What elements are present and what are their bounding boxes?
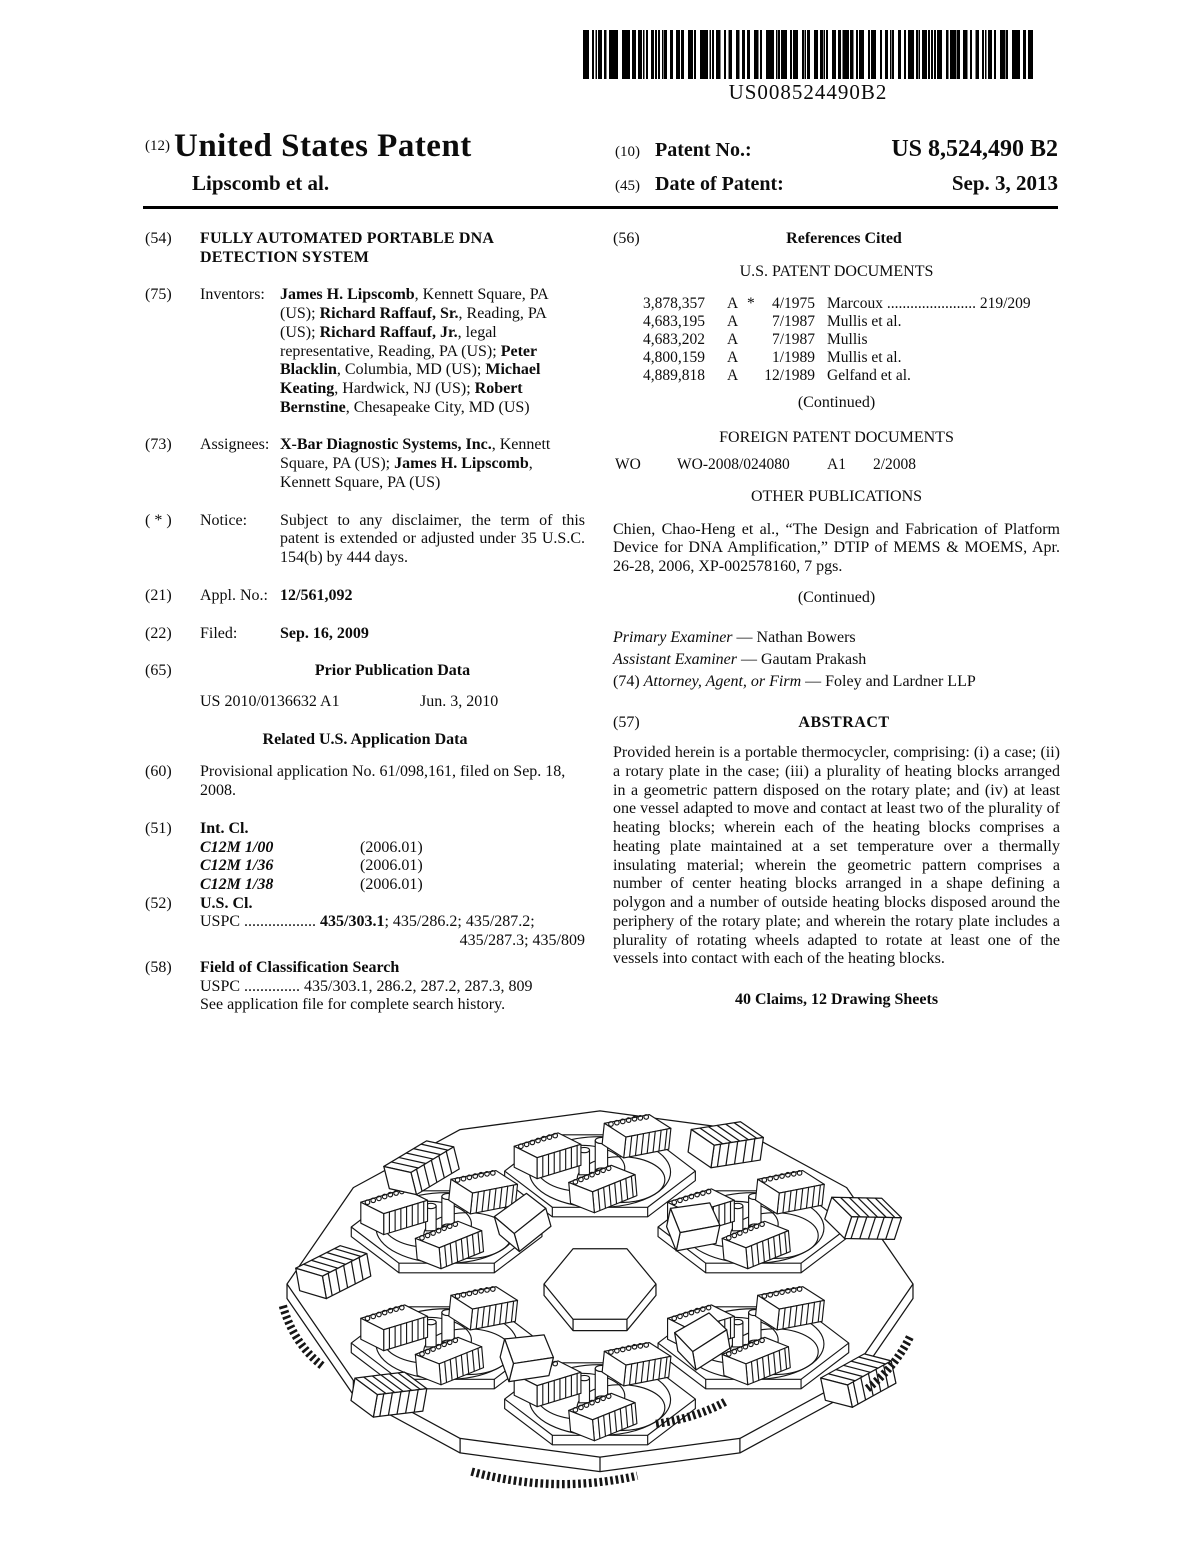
citation-number: 4,800,159 — [643, 349, 705, 367]
notice-section — [145, 512, 585, 568]
references-cited-title: References Cited — [786, 230, 902, 247]
inventors-text: James H. Lipscomb, Kennett Square, PA (US); Richard Raffauf, Sr., Reading, PA (US); Richard Raffauf, Jr., legal representative, Reading, PA (US); Peter Blacklin, Columbia, MD (US); Michael Keating, Hardwick, NJ (US); Robert Bernstine, Chesapeake City, MD (US) — [280, 286, 548, 416]
barcode-number: US008524490B2 — [728, 80, 888, 104]
bibliographic-columns — [145, 230, 1060, 1015]
header-left — [145, 128, 615, 204]
citation-star — [747, 313, 763, 331]
publication-barcode — [583, 30, 1033, 105]
int-cl-row — [200, 876, 585, 895]
invention-title: FULLY AUTOMATED PORTABLE DNA DETECTION SYSTEM — [200, 230, 494, 266]
field-of-search-uspc: USPC .............. 435/303.1, 286.2, 287.2, 287.3, 809 — [200, 977, 533, 995]
prior-publication-heading — [145, 662, 585, 681]
citation-star — [747, 331, 763, 349]
claims-drawing-sheets-line: 40 Claims, 12 Drawing Sheets — [734, 990, 939, 1008]
field-code-65: (65) — [145, 662, 172, 680]
citation-leader-dots: ....................... — [882, 295, 976, 313]
citation-star — [747, 367, 763, 385]
prior-publication-date: Jun. 3, 2010 — [420, 692, 499, 710]
document-type-title: United States Patent — [174, 128, 472, 164]
citation-row — [613, 313, 1060, 331]
field-code-60: (60) — [145, 763, 172, 781]
citation-inventor: Gelfand et al. — [827, 367, 911, 385]
primary-examiner-line: Primary Examiner — Nathan Bowers — [613, 629, 856, 647]
kind-code-number: (12) — [145, 138, 170, 154]
attorney-line: (74) Attorney, Agent, or Firm — Foley and Lardner LLP — [613, 672, 976, 690]
citation-row — [613, 367, 1060, 385]
int-cl-section — [145, 820, 585, 839]
us-cl-section — [145, 895, 585, 914]
field-code-57: (57) — [613, 713, 640, 731]
citation-inventor: Marcoux — [827, 295, 883, 313]
foreign-citation-row — [613, 456, 1060, 474]
citation-row — [613, 349, 1060, 367]
foreign-country: WO — [615, 455, 641, 473]
assistant-examiner-line: Assistant Examiner — Gautam Prakash — [613, 651, 867, 669]
filed-label: Filed: — [200, 624, 238, 642]
citation-number: 4,889,818 — [643, 367, 705, 385]
continued-note-1: (Continued) — [797, 394, 876, 412]
references-cited-heading — [613, 230, 1060, 249]
header-divider — [143, 206, 1058, 209]
int-cl-row — [200, 839, 585, 858]
int-cl-version: (2006.01) — [360, 838, 423, 856]
prior-publication-title: Prior Publication Data — [314, 662, 471, 680]
field-code-21: (21) — [145, 586, 172, 604]
continued-note-2: (Continued) — [797, 588, 876, 606]
citation-number: 3,878,357 — [643, 295, 705, 313]
citation-kind: A — [727, 367, 739, 385]
notice-label: Notice: — [200, 511, 248, 529]
thermocycler-isometric-drawing — [258, 1058, 942, 1510]
int-cl-code: C12M 1/00 — [200, 838, 274, 856]
field-of-search-note: See application file for complete search history. — [200, 996, 506, 1014]
other-publications-heading: OTHER PUBLICATIONS — [750, 487, 923, 505]
foreign-kind: A1 — [827, 455, 846, 473]
int-cl-code: C12M 1/36 — [200, 857, 274, 875]
date-field-code: (45) — [615, 178, 640, 194]
left-column — [145, 230, 585, 1015]
patent-no-label: Patent No.: — [655, 139, 752, 161]
application-number-section — [145, 587, 585, 606]
citation-kind: A — [727, 349, 739, 367]
citation-star — [747, 349, 763, 367]
appl-no-label: Appl. No.: — [200, 586, 268, 604]
assignees-text: X-Bar Diagnostic Systems, Inc., Kennett Square, PA (US); James H. Lipscomb, Kennett Square, PA (US) — [280, 436, 551, 491]
us-patent-rows — [613, 295, 1060, 385]
uspc-line-2: 435/287.3; 435/809 — [459, 932, 585, 950]
field-code-22: (22) — [145, 624, 172, 642]
abstract-title: ABSTRACT — [798, 713, 890, 731]
assignees-label: Assignees: — [200, 436, 270, 454]
citation-date: 4/1975 — [771, 295, 815, 313]
citation-name — [815, 295, 1060, 313]
citation-row — [613, 331, 1060, 349]
date-of-patent-label: Date of Patent: — [655, 173, 784, 195]
citation-class: 219/209 — [975, 295, 1031, 313]
field-code-75: (75) — [145, 286, 172, 304]
notice-text: Subject to any disclaimer, the term of this patent is extended or adjusted under 35 U.S.C. 154(b) by 444 days. — [280, 511, 585, 567]
uspc-line-1: USPC .................. 435/303.1; 435/286.2; 435/287.2; — [200, 913, 535, 931]
field-of-search-label: Field of Classification Search — [200, 958, 400, 976]
related-application-text: Provisional application No. 61/098,161, filed on Sep. 18, 2008. — [200, 763, 566, 800]
prior-publication-number: US 2010/0136632 A1 — [200, 692, 340, 710]
citation-kind: A — [727, 295, 739, 313]
field-code-star: ( * ) — [145, 511, 172, 529]
abstract-text: Provided herein is a portable thermocycler, comprising: (i) a case; (ii) a rotary plate in the case; (iii) a plurality of heating blocks arranged in a geometric pattern disposed on the rotary plate; and (iv) at least one vessel adapted to move and contact at least two of the plurality of heating blocks; wherein each of the heating blocks comprises a heating plate maintained at a set temperature over a thermally insulating material; wherein the geometric pattern comprises a number of center heating blocks arranged in a shape defining a polygon and a number of outside heating blocks disposed around the periphery of the rotary plate; and wherein the rotary plate includes a plurality of rotating wheels adapted to rotate at least one of the vessels into contact with each of the heating blocks. — [613, 744, 1060, 968]
assignees-section — [145, 436, 585, 492]
citation-number: 4,683,202 — [643, 331, 705, 349]
int-cl-code: C12M 1/38 — [200, 875, 274, 893]
related-application-heading: Related U.S. Application Data — [262, 730, 468, 748]
inventors-section — [145, 286, 585, 417]
header-right — [615, 128, 1058, 204]
citation-date: 7/1987 — [771, 331, 815, 349]
field-of-search-section — [145, 959, 585, 978]
header — [145, 128, 1058, 204]
patent-no-field-code: (10) — [615, 144, 640, 160]
foreign-documents-heading: FOREIGN PATENT DOCUMENTS — [719, 429, 954, 446]
citation-inventor: Mullis et al. — [827, 313, 902, 331]
foreign-date: 2/2008 — [873, 455, 917, 473]
citation-inventor: Mullis — [827, 331, 868, 349]
other-publication-text: Chien, Chao-Heng et al., “The Design and Fabrication of Platform Device for DNA Amplification,” DTIP of MEMS & MOEMS, Apr. 26-28, 2006, XP-002578160, 7 pgs. — [613, 520, 1060, 575]
citation-kind: A — [727, 331, 739, 349]
first-inventor-line: Lipscomb et al. — [192, 171, 330, 195]
citation-date: 1/1989 — [771, 349, 815, 367]
us-patent-documents-heading: U.S. PATENT DOCUMENTS — [739, 262, 934, 280]
citation-number: 4,683,195 — [643, 313, 705, 331]
citation-date: 12/1989 — [764, 367, 815, 385]
citation-kind: A — [727, 313, 739, 331]
citation-star: * — [747, 295, 755, 313]
field-code-52: (52) — [145, 894, 172, 912]
field-code-51: (51) — [145, 819, 172, 837]
citation-row — [613, 295, 1060, 313]
abstract-heading — [613, 714, 1060, 733]
int-cl-row — [200, 857, 585, 876]
filing-date-section — [145, 625, 585, 644]
barcode-bars — [583, 30, 1033, 79]
field-code-56: (56) — [613, 230, 640, 247]
inventors-label: Inventors: — [200, 286, 265, 304]
int-cl-rows — [200, 839, 585, 895]
citation-date: 7/1987 — [771, 313, 815, 331]
field-code-73: (73) — [145, 436, 172, 454]
foreign-number: WO-2008/024080 — [677, 455, 790, 473]
citation-inventor: Mullis et al. — [827, 349, 902, 367]
prior-publication-data — [200, 693, 585, 712]
related-application-section — [145, 763, 585, 800]
application-number: 12/561,092 — [280, 586, 353, 604]
patent-number: US 8,524,490 B2 — [891, 136, 1058, 162]
date-of-patent: Sep. 3, 2013 — [951, 171, 1058, 195]
int-cl-label: Int. Cl. — [200, 819, 249, 837]
patent-figure-drawing — [258, 1058, 942, 1510]
int-cl-version: (2006.01) — [360, 875, 423, 893]
int-cl-version: (2006.01) — [360, 857, 423, 875]
field-code-54: (54) — [145, 230, 172, 247]
invention-title-section — [145, 230, 585, 267]
us-cl-label: U.S. Cl. — [200, 894, 253, 912]
field-code-58: (58) — [145, 958, 172, 976]
filing-date: Sep. 16, 2009 — [280, 624, 369, 642]
right-column — [613, 230, 1060, 1015]
